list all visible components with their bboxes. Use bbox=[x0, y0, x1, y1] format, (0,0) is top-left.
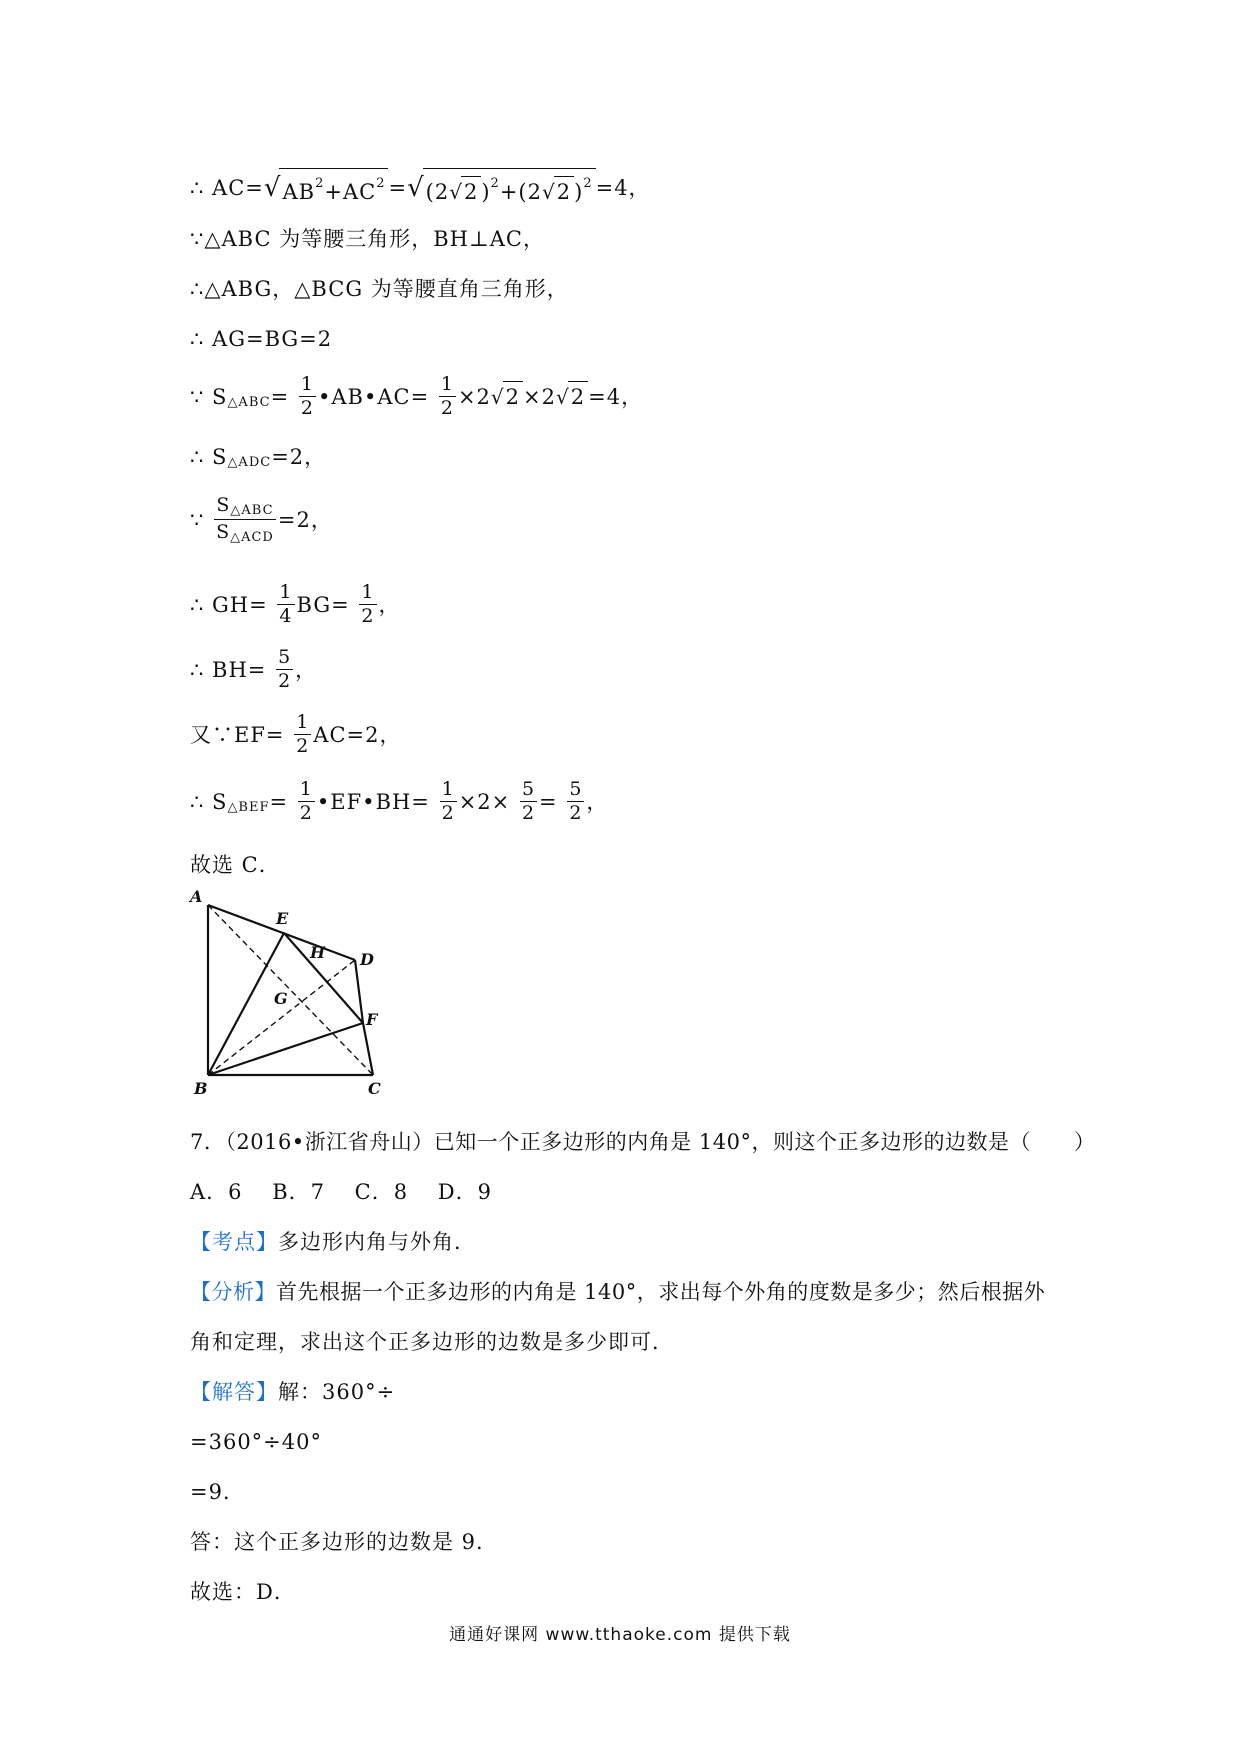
text: =360°÷40° bbox=[190, 1429, 322, 1454]
text: 2 bbox=[554, 176, 574, 207]
line-ac-calc bbox=[190, 168, 651, 207]
label-c: C bbox=[368, 1079, 381, 1098]
jieda-tag: 【解答】 bbox=[190, 1379, 278, 1404]
numerator: 1 bbox=[279, 581, 293, 603]
denominator: 2 bbox=[299, 802, 313, 824]
text: S bbox=[216, 520, 231, 543]
line-conclusion bbox=[190, 848, 281, 880]
text: 2 bbox=[490, 176, 500, 191]
text: ， bbox=[378, 592, 401, 617]
line-gh bbox=[190, 583, 401, 626]
fraction bbox=[214, 495, 276, 544]
text: = bbox=[270, 384, 290, 409]
text: ∴△ABG，△BCG 为等腰直角三角形， bbox=[190, 276, 569, 301]
text: = bbox=[539, 789, 558, 814]
text: ×2 bbox=[523, 384, 557, 409]
label-g: G bbox=[274, 989, 288, 1008]
text: ∴ GH= bbox=[190, 592, 268, 617]
line-ef bbox=[190, 713, 401, 756]
edge-fd bbox=[355, 960, 363, 1023]
jieda-line bbox=[190, 1375, 395, 1407]
text: BG= bbox=[296, 592, 350, 617]
text: 解：360°÷ bbox=[278, 1379, 396, 1404]
fraction bbox=[567, 780, 584, 823]
text: ∴ S bbox=[190, 789, 228, 814]
text: 2 bbox=[315, 176, 325, 192]
radical-icon: √ bbox=[556, 384, 570, 409]
text: △ADC bbox=[227, 455, 272, 470]
denominator: 2 bbox=[569, 802, 583, 824]
denominator: 2 bbox=[278, 670, 292, 692]
label-h: H bbox=[310, 943, 326, 962]
text: ∴ AC= bbox=[190, 175, 264, 200]
text: △BEF bbox=[227, 800, 270, 815]
footer: 通通好课网 www.tthaoke.com 提供下载 bbox=[449, 1625, 791, 1645]
text: =9． bbox=[190, 1479, 245, 1504]
text: ) bbox=[481, 179, 491, 204]
text: +(2 bbox=[499, 179, 542, 204]
text: 故选 C． bbox=[190, 852, 281, 877]
label-e: E bbox=[276, 909, 289, 928]
text: ×2× bbox=[458, 789, 511, 814]
geometry-figure bbox=[180, 880, 420, 1110]
numerator: 1 bbox=[441, 778, 455, 800]
line-ag-bg bbox=[190, 322, 332, 354]
text: 2 bbox=[568, 381, 588, 412]
text: •EF•BH= bbox=[316, 789, 430, 814]
text: 2 bbox=[461, 176, 481, 207]
text: ∴ AG=BG=2 bbox=[190, 326, 333, 351]
denominator: 2 bbox=[361, 605, 375, 627]
step-1 bbox=[190, 1425, 322, 1457]
fraction bbox=[439, 375, 456, 418]
text: 首先根据一个正多边形的内角是 140°，求出每个外角的度数是多少；然后根据外 bbox=[276, 1279, 1046, 1304]
radical-icon: √ bbox=[541, 179, 556, 204]
text: 7．（2016•浙江省舟山）已知一个正多边形的内角是 140°，则这个正多边形的边数是（ ） bbox=[190, 1129, 1096, 1154]
radical-icon: √ bbox=[263, 172, 282, 203]
question-options bbox=[190, 1175, 492, 1207]
text: •AB•AC= bbox=[317, 384, 430, 409]
denominator: 2 bbox=[440, 397, 454, 419]
denominator: 2 bbox=[441, 802, 455, 824]
line-isosceles bbox=[190, 222, 545, 254]
line-area-bef bbox=[190, 780, 608, 823]
text: ) bbox=[574, 179, 584, 204]
denominator bbox=[214, 520, 276, 544]
kaodian-line bbox=[190, 1225, 476, 1257]
text: 2 bbox=[503, 381, 523, 412]
fenxi-line-1 bbox=[190, 1275, 1045, 1307]
diag-bd bbox=[208, 960, 355, 1075]
text: +AC bbox=[324, 179, 377, 204]
fraction bbox=[440, 780, 457, 823]
text: ×2 bbox=[457, 384, 491, 409]
radical-icon: √ bbox=[407, 172, 425, 203]
text: 答：这个正多边形的边数是 9． bbox=[190, 1529, 499, 1554]
numerator: 5 bbox=[569, 778, 583, 800]
text: 角和定理，求出这个正多边形的边数是多少即可． bbox=[190, 1329, 674, 1354]
text: =2， bbox=[271, 444, 327, 469]
sqrt-group bbox=[423, 168, 596, 207]
text: △ACD bbox=[230, 530, 274, 545]
answer-line bbox=[190, 1525, 498, 1557]
text: ， bbox=[295, 657, 318, 682]
text: ∵ S bbox=[190, 384, 228, 409]
fenxi-line-2 bbox=[190, 1325, 674, 1357]
text: ∵ bbox=[190, 507, 205, 532]
numerator: 5 bbox=[521, 778, 536, 800]
sqrt-group bbox=[279, 168, 388, 207]
text: 多边形内角与外角． bbox=[278, 1229, 476, 1254]
text: 2 bbox=[376, 176, 386, 192]
radical-icon: √ bbox=[449, 179, 463, 204]
text: ∵△ABC 为等腰三角形，BH⊥AC， bbox=[190, 226, 545, 251]
text: ， bbox=[586, 789, 609, 814]
text: AC=2， bbox=[313, 722, 402, 747]
line-area-abc bbox=[190, 375, 643, 418]
label-f: F bbox=[366, 1010, 378, 1029]
step-2 bbox=[190, 1475, 245, 1507]
choice-line bbox=[190, 1575, 296, 1607]
numerator: 1 bbox=[361, 581, 375, 603]
text: =2， bbox=[277, 507, 333, 532]
diag-ac bbox=[208, 905, 373, 1075]
text: =4， bbox=[595, 175, 651, 200]
fraction bbox=[298, 780, 315, 823]
text: 2 bbox=[583, 176, 593, 191]
radical-icon: √ bbox=[490, 384, 505, 409]
numerator bbox=[214, 495, 276, 520]
text: ∴ S bbox=[190, 444, 228, 469]
fraction bbox=[277, 583, 294, 626]
denominator: 2 bbox=[521, 802, 536, 824]
text: = bbox=[388, 175, 408, 200]
line-right-isosceles bbox=[190, 272, 569, 304]
fraction bbox=[299, 375, 316, 418]
fenxi-tag: 【分析】 bbox=[190, 1279, 276, 1304]
text: AB bbox=[282, 179, 316, 204]
question-stem bbox=[190, 1125, 1095, 1157]
fraction bbox=[520, 780, 537, 823]
fraction bbox=[359, 583, 376, 626]
kaodian-tag: 【考点】 bbox=[190, 1229, 278, 1254]
text: S bbox=[216, 493, 231, 516]
numerator: 1 bbox=[300, 373, 314, 395]
line-bh bbox=[190, 648, 317, 691]
line-area-adc bbox=[190, 440, 326, 478]
numerator: 5 bbox=[278, 646, 292, 668]
label-a: A bbox=[190, 887, 203, 906]
text: = bbox=[269, 789, 289, 814]
text: ∴ BH= bbox=[190, 657, 267, 682]
text: △ABC bbox=[227, 395, 271, 410]
denominator: 2 bbox=[296, 735, 310, 757]
text: (2 bbox=[425, 179, 450, 204]
numerator: 1 bbox=[299, 778, 313, 800]
text: △ABC bbox=[230, 503, 274, 518]
text: 故选：D． bbox=[190, 1579, 296, 1604]
numerator: 1 bbox=[440, 373, 454, 395]
denominator: 4 bbox=[279, 605, 293, 627]
text: A．6 B．7 C．8 D．9 bbox=[190, 1179, 492, 1204]
denominator: 2 bbox=[300, 397, 314, 419]
label-d: D bbox=[360, 950, 374, 969]
numerator: 1 bbox=[296, 711, 310, 733]
label-b: B bbox=[194, 1079, 208, 1098]
fraction bbox=[276, 648, 293, 691]
text: =4， bbox=[588, 384, 644, 409]
text: 又∵EF= bbox=[190, 722, 285, 747]
line-area-ratio bbox=[190, 495, 333, 544]
fraction bbox=[294, 713, 311, 756]
